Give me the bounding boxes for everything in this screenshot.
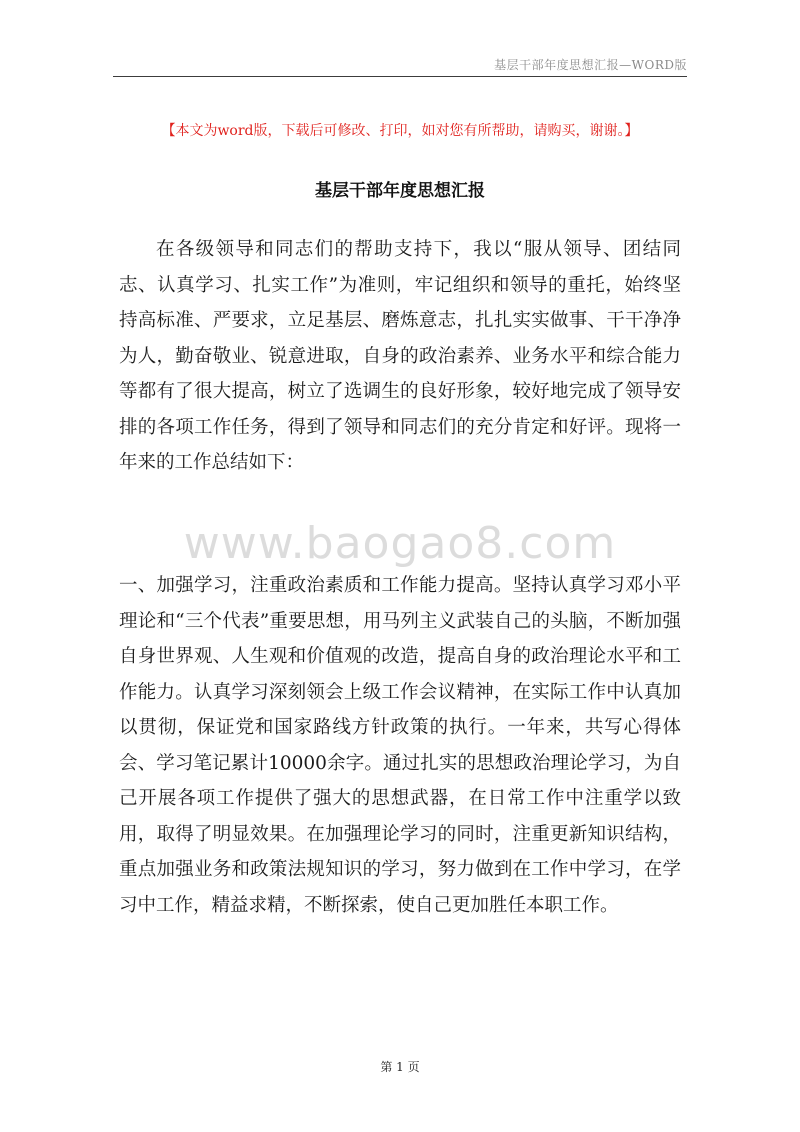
running-header: 基层干部年度思想汇报—WORD版 — [494, 58, 687, 72]
download-notice: 【本文为word版，下载后可修改、打印，如对您有所帮助，请购买，谢谢。】 — [161, 123, 639, 139]
body-paragraph-intro: 在各级领导和同志们的帮助支持下，我以“服从领导、团结同志、认真学习、扎实工作”为准则，牢记组织和领导的重托，始终坚持高标准、严要求，立足基层、磨炼意志，扎扎实实做事、干干净净为人，勤奋敬业、锐意进取，自身的政治素养、业务水平和综合能力等都有了很大提高，树立了选调生的良好形象，较好地完成了领导安排的各项工作任务，得到了领导和同志们的充分肯定和好评。现将一年来的工作总结如下： — [119, 239, 681, 473]
page-number: 第 1 页 — [380, 1060, 420, 1074]
document-title: 基层干部年度思想汇报 — [315, 181, 485, 201]
header-divider — [113, 76, 687, 77]
site-watermark: www.baogao8.com — [183, 518, 617, 569]
body-paragraph-section-1: 一、加强学习，注重政治素质和工作能力提高。坚持认真学习邓小平理论和“三个代表”重要思想，用马列主义武装自己的头脑，不断加强自身世界观、人生观和价值观的改造，提高自身的政治理论水平和工作能力。认真学习深刻领会上级工作会议精神，在实际工作中认真加以贯彻，保证党和国家路线方针政策的执行。一年来，共写心得体会、学习笔记累计10000余字。通过扎实的思想政治理论学习，为自己开展各项工作提供了强大的思想武器，在日常工作中注重学以致用，取得了明显效果。在加强理论学习的同时，注重更新知识结构，重点加强业务和政策法规知识的学习，努力做到在工作中学习，在学习中工作，精益求精，不断探索，使自己更加胜任本职工作。 — [119, 575, 681, 916]
